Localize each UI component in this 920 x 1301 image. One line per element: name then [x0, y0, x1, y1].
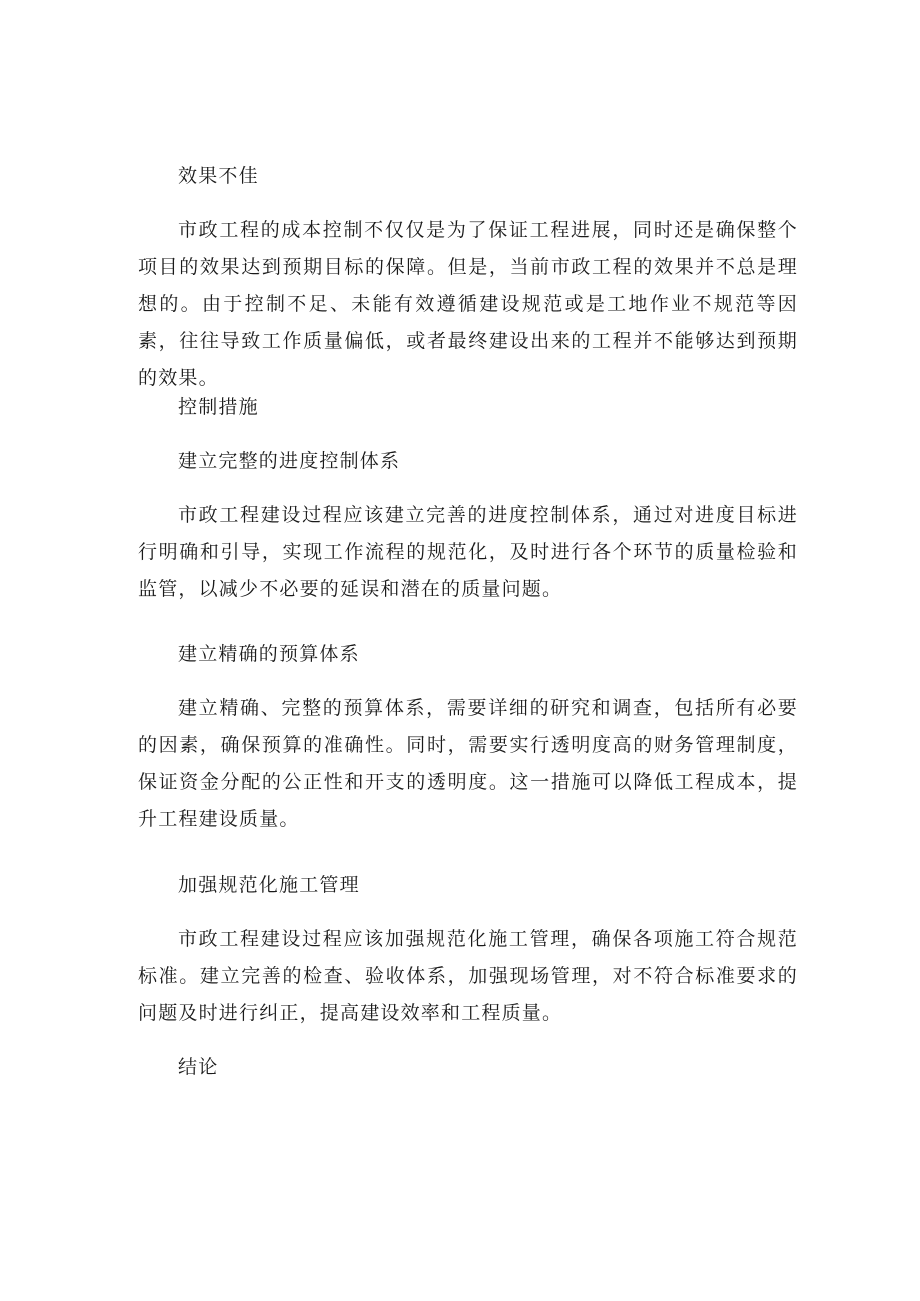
section-heading-poor-effect: 效果不佳 — [178, 165, 259, 187]
paragraph-construction-mgmt: 市政工程建设过程应该加强规范化施工管理，确保各项施工符合规范标准。建立完善的检查、验收体系，加强现场管理，对不符合标准要求的问题及时进行纠正，提高建设效率和工程质量。 — [138, 928, 798, 1024]
paragraph-progress-system: 市政工程建设过程应该建立完善的进度控制体系，通过对进度目标进行明确和引导，实现工作流程的规范化，及时进行各个环节的质量检验和监管，以减少不必要的延误和潜在的质量问题。 — [138, 504, 798, 600]
paragraph-budget-system: 建立精确、完整的预算体系，需要详细的研究和调查，包括所有必要的因素，确保预算的准确性。同时，需要实行透明度高的财务管理制度，保证资金分配的公正性和开支的透明度。这一措施可以降低工程成本，提升工程建设质量。 — [138, 697, 798, 830]
section-heading-conclusion: 结论 — [178, 1056, 219, 1078]
section-heading-control-measures: 控制措施 — [178, 396, 259, 418]
paragraph-poor-effect: 市政工程的成本控制不仅仅是为了保证工程进展，同时还是确保整个项目的效果达到预期目标的保障。但是，当前市政工程的效果并不总是理想的。由于控制不足、未能有效遵循建设规范或是工地作业不规范等因素，往往导致工作质量偏低，或者最终建设出来的工程并不能够达到预期的效果。 — [138, 219, 798, 389]
subheading-budget-system: 建立精确的预算体系 — [178, 643, 360, 665]
subheading-progress-system: 建立完整的进度控制体系 — [178, 450, 401, 472]
subheading-construction-mgmt: 加强规范化施工管理 — [178, 874, 360, 896]
